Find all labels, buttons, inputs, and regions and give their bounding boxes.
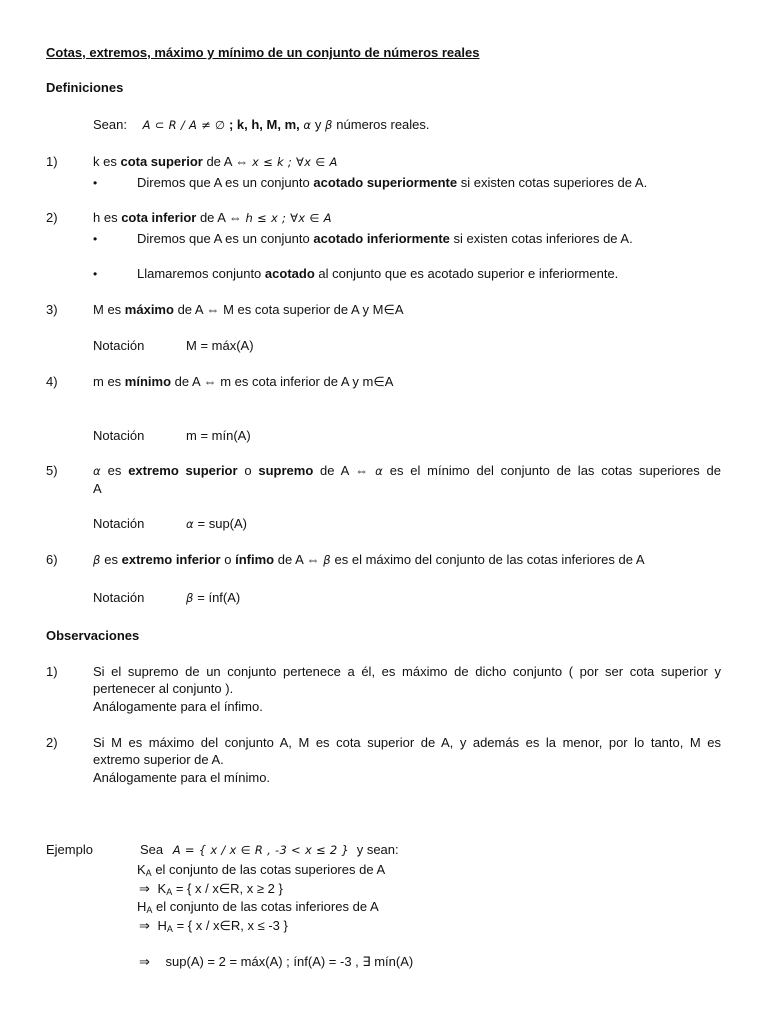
def5-notation — [186, 516, 247, 532]
def1-bold: cota superior — [120, 154, 203, 169]
alpha-symbol: α — [93, 464, 101, 478]
bullet-icon: • — [93, 176, 98, 190]
def5-o: o — [244, 463, 252, 478]
obs1-line3: Análogamente para el ínfimo. — [93, 699, 263, 714]
def4-notation-value: m = mín(A) — [186, 428, 251, 443]
sean-label: Sean: — [93, 117, 127, 132]
def2-bullet-pre: Diremos que A es un conjunto — [137, 231, 310, 246]
beta-symbol: β — [93, 553, 101, 567]
ka-desc: el conjunto de las cotas superiores de A — [155, 862, 386, 877]
def4-notation-label: Notación — [93, 428, 145, 443]
ha-desc: el conjunto de las cotas inferiores de A — [156, 899, 379, 914]
def1-bullet-bold: acotado superiormente — [313, 175, 458, 190]
ha-set: = { x / x∈R, x ≤ -3 } — [176, 918, 288, 933]
ha-subscript: A — [146, 905, 153, 915]
obs1-line1: Si el supremo de un conjunto pertenece a él, es máximo de dicho conjunto ( por ser cota superior y — [93, 664, 721, 679]
beta-symbol: β — [325, 118, 333, 132]
alpha-symbol: α — [375, 464, 383, 478]
def2-post: de A — [199, 210, 226, 225]
def2-line — [93, 210, 332, 226]
def5-post: de A ⇔ — [320, 463, 369, 478]
def6-bold1: extremo inferior — [121, 552, 221, 567]
ejemplo-sea: Sea — [140, 842, 164, 857]
definiciones-heading: Definiciones — [46, 80, 124, 95]
def2-bullet2-post: al conjunto que es acotado superior e inferiormente. — [318, 266, 619, 281]
def2-math: h ≤ x ; ∀x ∈ A — [245, 211, 332, 225]
def5-tail: es el mínimo del conjunto de las cotas superiores de — [389, 463, 721, 478]
ejemplo-set-line — [140, 842, 399, 858]
document-title: Cotas, extremos, máximo y mínimo de un conjunto de números reales — [46, 45, 480, 60]
ha-set-subscript: A — [166, 924, 173, 934]
def6-line — [93, 552, 645, 568]
ka-set: = { x / x∈R, x ≥ 2 } — [175, 881, 283, 896]
def6-number: 6) — [46, 552, 58, 567]
conclusion-line — [139, 954, 413, 970]
def5-tail2: A — [93, 481, 102, 496]
ka-letter: K — [137, 862, 146, 877]
ejemplo-set-math: A = { x / x ∈ R , -3 < x ≤ 2 } — [172, 843, 350, 857]
def6-notation — [186, 590, 240, 606]
def1-post: de A — [206, 154, 232, 169]
ka-set-letter: K — [157, 881, 167, 896]
observaciones-heading: Observaciones — [46, 628, 140, 643]
def4-number: 4) — [46, 374, 58, 389]
obs2-line1: Si M es máximo del conjunto A, M es cota superior de A, y además es la menor, por lo tanto, M es — [93, 735, 721, 750]
def1-pre: k es — [93, 154, 117, 169]
def4-pre: m es — [93, 374, 122, 389]
ha-letter: H — [137, 899, 147, 914]
def4-post: de A ⇔ m es cota inferior de A y m∈A — [174, 374, 394, 389]
ha-desc-line — [137, 899, 379, 915]
def2-number: 2) — [46, 210, 58, 225]
def2-bullet-bold: acotado inferiormente — [313, 231, 450, 246]
def2-bullet2-pre: Llamaremos conjunto — [137, 266, 262, 281]
def2-bullet2-bold: acotado — [264, 266, 315, 281]
def3-bold: máximo — [124, 302, 174, 317]
ka-subscript: A — [145, 868, 152, 878]
def4-bold: mínimo — [124, 374, 172, 389]
sean-rest-b: números reales. — [336, 117, 430, 132]
ha-set-line — [139, 918, 288, 934]
def5-notation-label: Notación — [93, 516, 145, 531]
ka-set-subscript: A — [166, 887, 173, 897]
sean-line — [93, 117, 430, 133]
obs1-line2: pertenecer al conjunto ). — [93, 681, 234, 696]
def5-line — [93, 463, 721, 479]
def5-number: 5) — [46, 463, 58, 478]
def3-pre: M es — [93, 302, 122, 317]
def1-line — [93, 154, 338, 170]
def4-line — [93, 374, 393, 390]
def1-bullet-pre: Diremos que A es un conjunto — [137, 175, 310, 190]
ka-desc-line — [137, 862, 385, 878]
obs2-number: 2) — [46, 735, 58, 750]
def6-tail: es el máximo del conjunto de las cotas inferiores de A — [334, 552, 645, 567]
def5-notation-value: = sup(A) — [197, 516, 248, 531]
def1-math: x ≤ k ; ∀x ∈ A — [252, 155, 338, 169]
def3-notation-label: Notación — [93, 338, 145, 353]
ejemplo-y-sean: y sean: — [356, 842, 399, 857]
def2-bullet-text — [137, 231, 633, 247]
def1-number: 1) — [46, 154, 58, 169]
def3-number: 3) — [46, 302, 58, 317]
def3-notation-value: M = máx(A) — [186, 338, 254, 353]
def6-bold2: ínfimo — [235, 552, 275, 567]
def3-line — [93, 302, 404, 318]
obs1-number: 1) — [46, 664, 58, 679]
implies-icon: ⇒ — [139, 881, 150, 896]
alpha-symbol: α — [186, 517, 194, 531]
def2-bullet-post: si existen cotas inferiores de A. — [453, 231, 633, 246]
iff-symbol: ⇔ — [235, 154, 249, 169]
implies-icon: ⇒ — [139, 954, 150, 969]
def5-pre: es — [107, 463, 122, 478]
sean-math: A ⊂ R / A ≠ ∅ — [142, 118, 226, 132]
def6-notation-value: = ínf(A) — [197, 590, 241, 605]
def2-bullet2-text — [137, 266, 618, 282]
obs2-line2: extremo superior de A. — [93, 752, 224, 767]
sean-rest-a: ; k, h, M, m, — [228, 117, 300, 132]
def2-bold: cota inferior — [121, 210, 197, 225]
alpha-symbol: α — [303, 118, 312, 132]
beta-symbol: β — [323, 553, 331, 567]
def5-bold1: extremo superior — [128, 463, 238, 478]
bullet-icon: • — [93, 232, 98, 246]
def6-pre: es — [104, 552, 118, 567]
def3-post: de A ⇔ M es cota superior de A y M∈A — [177, 302, 404, 317]
def5-bold2: supremo — [258, 463, 314, 478]
def1-bullet-text — [137, 175, 647, 191]
def1-bullet-post: si existen cotas superiores de A. — [460, 175, 648, 190]
def6-post: de A ⇔ — [277, 552, 320, 567]
def6-o: o — [224, 552, 232, 567]
def6-notation-label: Notación — [93, 590, 145, 605]
ka-set-line — [139, 881, 283, 897]
ha-set-letter: H — [157, 918, 167, 933]
sean-y: y — [314, 117, 322, 132]
iff-symbol: ⇔ — [228, 210, 242, 225]
ejemplo-label: Ejemplo — [46, 842, 93, 857]
bullet-icon: • — [93, 267, 98, 281]
conclusion-text: sup(A) = 2 = máx(A) ; ínf(A) = -3 , ∃ mín(A) — [165, 954, 414, 969]
beta-symbol: β — [186, 591, 194, 605]
obs2-line3: Análogamente para el mínimo. — [93, 770, 271, 785]
def2-pre: h es — [93, 210, 118, 225]
implies-icon: ⇒ — [139, 918, 150, 933]
